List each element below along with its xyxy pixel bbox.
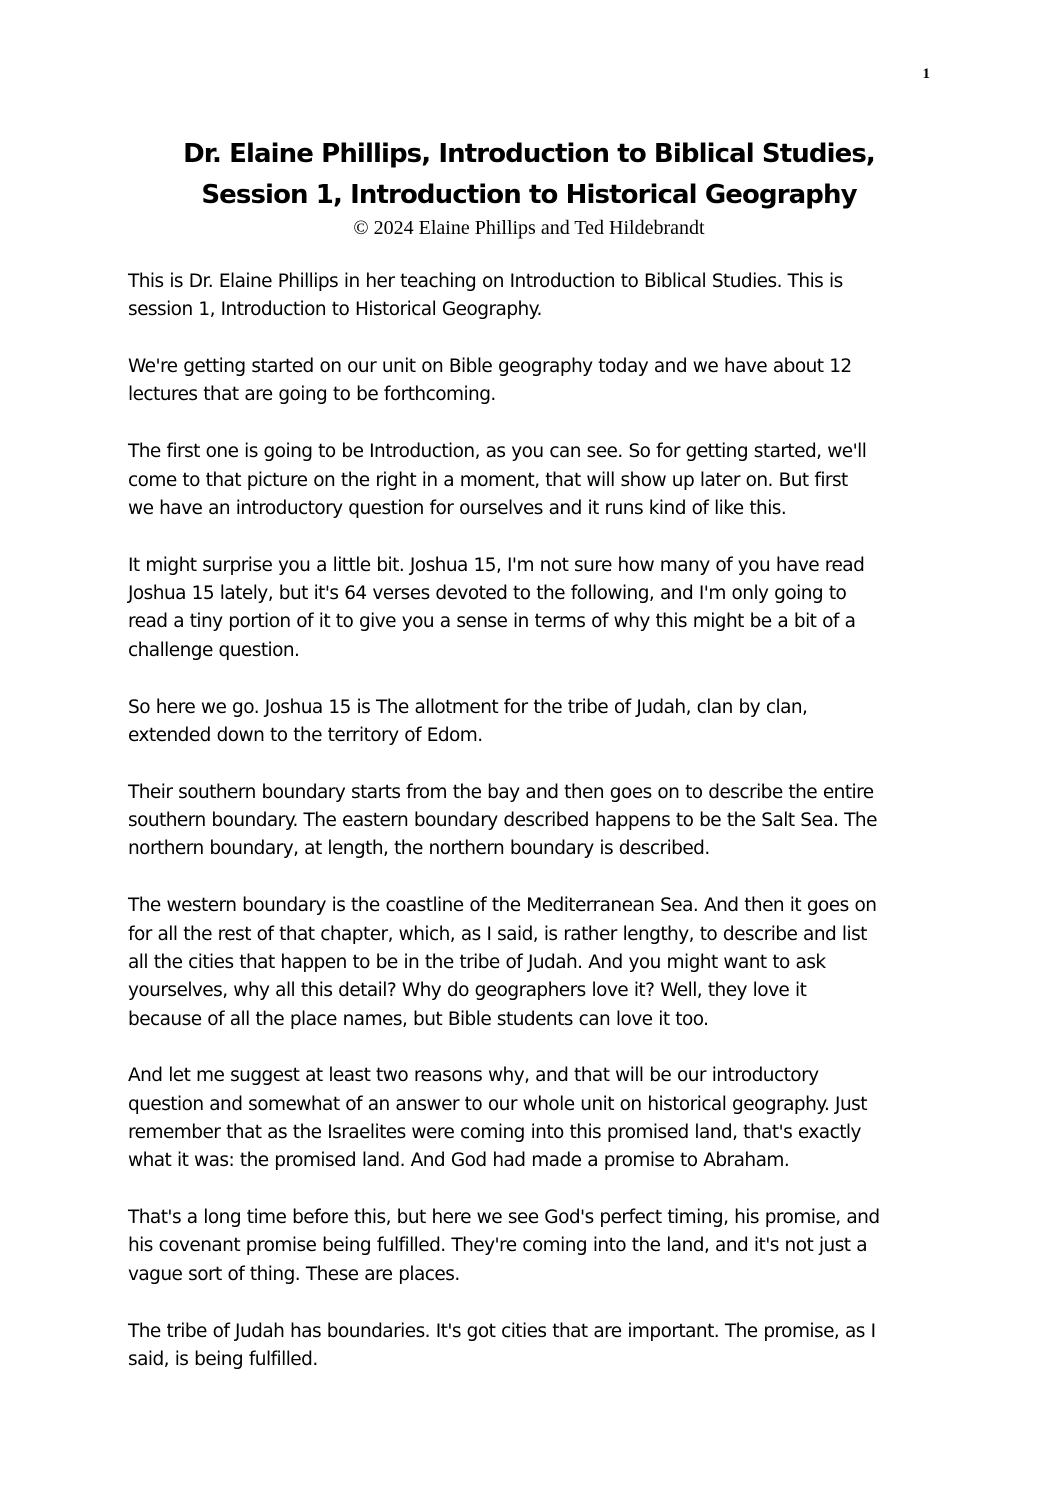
paragraph-6: Their southern boundary starts from the bay and then goes on to describe the entire southern boundary. The eastern boundary described happens to be the Salt Sea. The northern boundary, at length, the northern boundary is described. bbox=[128, 781, 877, 860]
copyright-notice: © 2024 Elaine Phillips and Ted Hildebrandt bbox=[353, 217, 705, 239]
paragraph-7: The western boundary is the coastline of the Mediterranean Sea. And then it goes on for all the rest of that chapter, which, as I said, is rather lengthy, to describe and list all the cities that happen to be in the tribe of Judah. And you might want to ask yourselves, why all this detail? Why do geographers love it? Well, they love it because of all the place names, but Bible students can love it too. bbox=[128, 895, 877, 1030]
paragraph-3: The first one is going to be Introduction, as you can see. So for getting started, we'll come to that picture on the right in a moment, that will show up later on. But first we have an introductory question for ourselves and it runs kind of like this. bbox=[128, 441, 867, 519]
paragraph-9: That's a long time before this, but here we see God's perfect timing, his promise, and his covenant promise being fulfilled. They're coming into the land, and it's not just a vague sort of thing. These are places. bbox=[128, 1207, 880, 1285]
paragraph-8: And let me suggest at least two reasons why, and that will be our introductory question and somewhat of an answer to our whole unit on historical geography. Just remember that as the Israelites were coming into this promised land, that's exactly what it was: the promised land. And God had made a promise to Abraham. bbox=[128, 1065, 867, 1172]
paragraph-10: The tribe of Judah has boundaries. It's got cities that are important. The promise, as I said, is being fulfilled. bbox=[128, 1320, 876, 1370]
paragraph-4: It might surprise you a little bit. Joshua 15, I'm not sure how many of you have read Joshua 15 lately, but it's 64 verses devoted to the following, and I'm only going to read a tiny portion of it to give you a sense in terms of why this might be a bit of a challenge question. bbox=[128, 554, 865, 661]
paragraph-1: This is Dr. Elaine Phillips in her teaching on Introduction to Biblical Studies. This is session 1, Introduction to Historical Geography. bbox=[128, 271, 843, 321]
paragraph-2: We're getting started on our unit on Bible geography today and we have about 12 lectures that are going to be forthcoming. bbox=[128, 356, 852, 406]
paragraph-5: So here we go. Joshua 15 is The allotment for the tribe of Judah, clan by clan, extended down to the territory of Edom. bbox=[128, 696, 808, 746]
document-title-line-2: Session 1, Introduction to Historical Geography bbox=[201, 180, 857, 210]
title-block bbox=[128, 134, 930, 240]
document-title-line-1: Dr. Elaine Phillips, Introduction to Biblical Studies, bbox=[183, 139, 875, 169]
page-number: 1 bbox=[922, 66, 930, 82]
document-body bbox=[128, 268, 928, 1403]
